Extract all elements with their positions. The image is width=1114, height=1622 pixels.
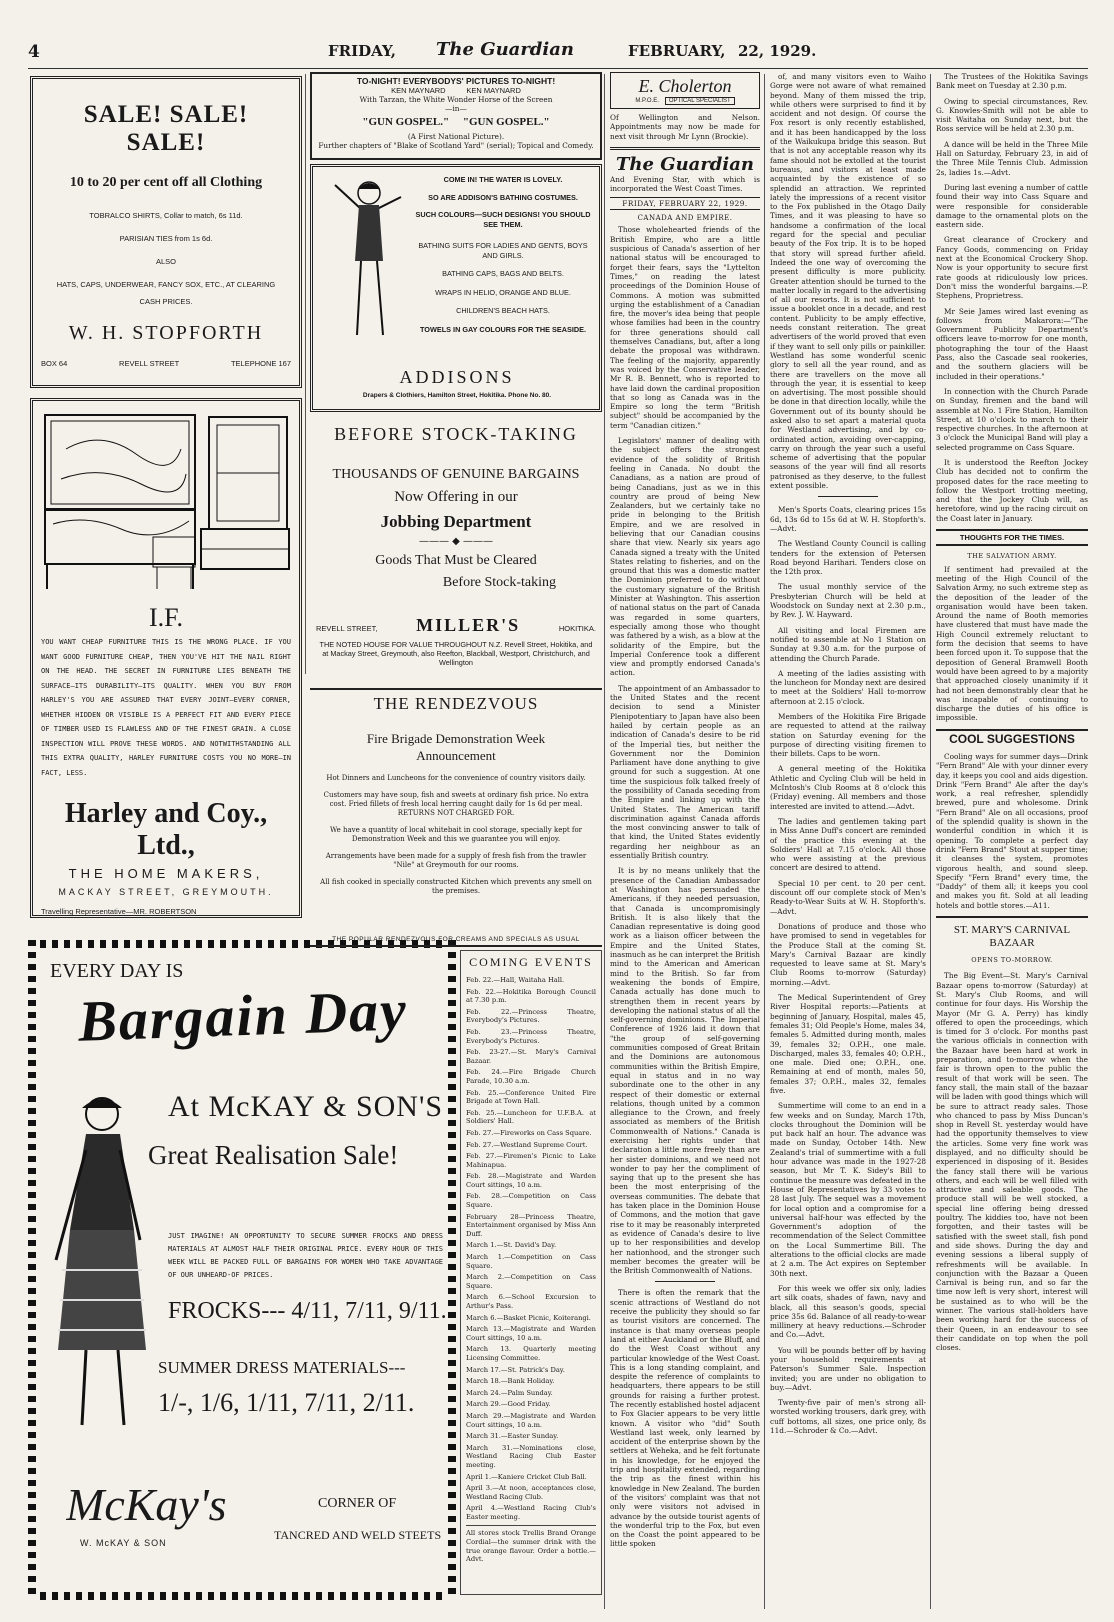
optical-advert	[610, 72, 760, 109]
stopforth-line: TOBRALCO SHIRTS, Collar to match, 6s 11d.	[89, 211, 243, 220]
stopforth-line: PARISIAN TIES from 1s 6d.	[119, 234, 213, 243]
news-paragraph: A general meeting of the Hokitika Athletic and Cycling Club will be held in McIntosh's Club Rooms at 8 o'clock this (Friday) evening. All members and those interested are invited to attend.—Advt.	[770, 764, 926, 811]
coming-event-item: February 28—Princess Theatre, Entertainment organised by Miss Ann Duff.	[466, 1212, 596, 1238]
masthead-month: FEBRUARY,	[628, 42, 726, 60]
coming-event-item: Feb. 24.—Fire Brigade Church Parade, 10.30 a.m.	[466, 1068, 596, 1085]
millers-line2: Now Offering in our	[394, 489, 518, 505]
rendezvous-p2: Customers may have soup, fish and sweets at ordinary fish price. No extra cost. Fried fillets of fresh local herring caught daily for 1s 6d per meal. RETURNS NOT CHARGED FOR.	[323, 791, 589, 817]
divider	[818, 496, 878, 497]
news-paragraph: Mr Seie James wired last evening as follows from Makarora:—"The Government Publicity Department's officers leave to-morrow for one month, photographing the tour of the Haast Pass, also the Cascade seal rookeries, and the southern glaciers will be included in their operations."	[936, 306, 1088, 381]
news-paragraph: A meeting of the ladies assisting with the luncheon for Monday next are desired to meet at the Soldiers' Hall to-morrow afternoon at 2.15 o'clock.	[770, 668, 926, 706]
bathing-figure-illustration	[327, 175, 407, 345]
coming-event-item: March 24.—Palm Sunday.	[466, 1388, 553, 1397]
news-paragraph: The usual monthly service of the Presbyterian Church will be held at Woodstock on Sunday next at 2.30 p.m., by Rev. J. W. Hayward.	[770, 582, 926, 620]
harley-intro: I.F.	[148, 603, 184, 632]
carnival-title: ST. MARY'S CARNIVAL BAZAAR	[953, 924, 1071, 950]
rendezvous-p1: Hot Dinners and Luncheons for the convenience of country visitors daily.	[326, 774, 586, 782]
masthead	[28, 38, 1088, 64]
addisons-footer: Drapers & Clothiers, Hamilton Street, Hokitika. Phone No. 80.	[362, 392, 552, 399]
column-divider	[305, 74, 306, 674]
masthead-rule	[28, 68, 1088, 69]
fashion-figure-illustration	[42, 1090, 152, 1435]
rendezvous-name: THE RENDEZVOUS	[373, 694, 539, 713]
masthead-day: FRIDAY,	[328, 42, 397, 60]
optical-specialist: OPTICAL SPECIALIST	[665, 97, 735, 105]
coming-event-item: March 6.—Basket Picnic, Koiterangi.	[466, 1313, 591, 1322]
mckay-corner-2: TANCRED AND WELD STEETS	[274, 1528, 442, 1542]
column-divider	[604, 74, 605, 1609]
coming-event-item: April 4.—Westland Racing Club's Easter meeting.	[466, 1504, 596, 1521]
coming-event-item: March 13. Quarterly meeting Licensing Committee.	[466, 1345, 596, 1362]
millers-town: HOKITIKA.	[558, 624, 596, 633]
optical-name: E. Cholerton	[638, 76, 732, 96]
pictures-national: (A First National Picture).	[407, 132, 505, 141]
coming-event-item: Feb. 27.—Westland Supreme Court.	[466, 1140, 588, 1149]
editorial-title: CANADA AND EMPIRE.	[637, 214, 733, 223]
divider	[655, 1281, 715, 1282]
editorial-paragraph: Legislators' manner of dealing with the subject offers the strongest evidence of the solidity of British feeling in Canada. No doubt the Canadians, as a nation are proud of being Canadians, just as we in this country are proud of being New Zealanders, but we certainly take no pride in belonging to the British Empire, and we are resolved in believing that our Canadian cousins share that view. Nearly six years ago Canada signed a treaty with the United States relating to fisheries, and on the ground that this was a domestic matter the Dominion preferred to do without the customary signature of the British Minister at Washington. This assertion of national status on the part of Canada was regarded in some quarters, especially among those who thought was fathered by a wish, as a blow at the solidarity of the Empire, but the Imperial Conference took a different view and promptly endorsed Canada's action.	[610, 436, 760, 678]
addisons-line: COME IN! THE WATER IS LOVELY.	[443, 175, 563, 184]
pictures-top: TO-NIGHT! EVERYBODYS' PICTURES TO-NIGHT!	[356, 76, 556, 86]
editorial-paragraph: It is by no means unlikely that the presence of the Canadian Ambassador at Washington has persuaded the Americans, if they needed persuasion, that Canada is uncompromisingly British. It is also likely that the Canadian representative is doing good work as a liaison officer between the Empire and the United States, inasmuch as he can interpret the British mind to the American and American mind to the British. So far from weakening the bonds of Empire, Canada actually has done much to strengthen them in recent years by developing the national status of all the self-governing dominions. The Imperial Conference of 1926 laid it down that "the group of self-governing communities composed of Great Britain and the Dominions are autonomous communities within the British Empire, equal in status and in no way subordinate one to the other in any respect of their domestic or external relations, though united by a common allegiance to the Crown, and freely associated as members of the British Commonwealth of Nations." Canada is exercising her rights under that declaration a little more freely than are her sister dominions, and we need not wonder to pay her the compliment of saying that up to the present she has been the most enterprising of the overseas communities. The debate that has taken place in the Dominion House of Commons, and the motion that gave rise to it may be reasonably interpreted as evidence of Canada's desire to live up to her responsibilities and develop her nationhood, and the stronger such member becomes the greater will be the British Commonwealth of Nations.	[610, 866, 760, 1276]
coming-event-item: March 18.—Bank Holiday.	[466, 1377, 555, 1386]
addisons-line: WRAPS IN HELIO, ORANGE AND BLUE.	[435, 287, 571, 297]
stopforth-subhead: 10 to 20 per cent off all Clothing	[69, 175, 263, 190]
trellis-notice: All stores stock Trellis Brand Orange Cordial—the summer drink with the true orange flavour. Order a bottle.—Advt.	[466, 1525, 596, 1563]
mckay-at: At McKAY & SON'S	[168, 1090, 444, 1123]
coming-event-item: Feb. 22.—Hokitika Borough Council at 7.30 p.m.	[466, 987, 596, 1005]
stopforth-street: REVELL STREET	[119, 359, 180, 368]
coming-event-item: March 17.—St. Patrick's Day.	[466, 1365, 565, 1374]
coming-event-item: April 3.—At noon, acceptances close, Westland Racing Club.	[466, 1484, 596, 1501]
column-divider	[930, 74, 931, 1609]
coming-event-item: March 29.—Magistrate and Warden Court sittings, 10 a.m.	[466, 1411, 596, 1429]
rendezvous-advert	[310, 688, 602, 938]
page-number: 4	[28, 42, 40, 62]
mckay-frocks: FROCKS--- 4/11, 7/11, 9/11.	[168, 1298, 447, 1324]
coming-event-item: Feb. 23.—Princess Theatre, Everybody's Pictures.	[466, 1027, 596, 1045]
news-paragraph: The Medical Superintendent of Grey River Hospital reports:—Patients at beginning of January, Hospital, males 45, females 31; Old People's Home, males 34, females 5. Admitted during month, males 39, females 32; O.P.H., one male. Discharged, males 33, females 40; O.P.H., one male. Died one; O.P.H., one. Remaining at end of month, males 50, females 37; O.P.H., males 32, females five.	[770, 993, 926, 1095]
coming-event-item: Feb. 23-27.—St. Mary's Carnival Bazaar.	[466, 1048, 596, 1065]
column-divider	[764, 74, 765, 1609]
news-paragraph: It is understood the Reefton Jockey Club has decided not to confirm the proposed dates for the race meeting to follow the Westport trotting meeting, and that the Jockey Club will, as heretofore, wind up the racing circuit on the Coast later in January.	[936, 457, 1088, 523]
harley-tagline: THE HOME MAKERS,	[68, 866, 264, 881]
rendezvous-footer: THE POPULAR RENDEZVOUS FOR CREAMS AND SPECIALS AS USUAL	[310, 936, 602, 947]
coming-event-item: March 6.—School Excursion to Arthur's Pass.	[466, 1293, 596, 1310]
news-paragraph: For this week we offer six only, ladies art silk coats, shades of fawn, navy and black, all this season's goods, special price 35s 6d. Balance of all ready-to-wear millinery at heavy reductions.—Schroder and Co.—Advt.	[770, 1283, 926, 1340]
news-paragraph: During last evening a number of cattle found their way into Cass Square and were responsible for considerable damage to the ornamental plots on the eastern side.	[936, 182, 1088, 230]
stopforth-telephone: TELEPHONE 167	[230, 359, 291, 368]
news-paragraph: The Big Event—St. Mary's Carnival Bazaar opens to-morrow (Saturday) at St. Mary's Club Rooms, and will continue for four days. His Worship the Mayor (Mr G. A. Perry) has kindly offered to open the proceedings, which is timed for 3 o'clock. For months past the various officials in connection with the Bazaar have been hard at work in preparation, and to-morrow when the fair is thrown open to the public the result of that work will be seen. The fancy stall, the main stall of the bazaar will be laden with good things which will be sure to attract ready sales. Those who chanced to pass by Miss Duncan's shop in Revell St. yesterday would have had the opportunity themselves to view the articles. Some very fine work was displayed, and no difficulty should be experienced in disposing of it. Besides the fancy stall there will be various others, and each will be well filled with attractive and saleable goods. The produce stall will be well stocked, a special line offering being dressed poultry. The kiddies too, have not been forgotten, and their tastes will be satisfied with the sweet stall, fish pond and side shows. During the day and evening sessions a liberal supply of refreshments will be available. In conjunction with the Bazaar a Queen Carnival is being run, and so far the time now left is very short, interest will be sustained as to who will be the winner. The various stall-holders have been working hard for the success of their Queen, in an endeavour to see their candidate on top when the poll closes.	[936, 971, 1088, 1353]
addisons-line: BATHING SUITS FOR LADIES AND GENTS, BOYS AND GIRLS.	[418, 241, 588, 260]
border-pattern	[28, 940, 36, 1600]
ornament-divider: ——— ◆ ———	[418, 536, 494, 547]
news-paragraph: Donations of produce and those who have promised to send in vegetables for the Produce Stall at the coming St. Mary's Carnival Bazaar are kindly requested to leave same at St. Mary's Club Rooms to-morrow (Saturday) morning.—Advt.	[770, 921, 926, 987]
addisons-line: SO ARE ADDISON'S BATHING COSTUMES.	[428, 192, 578, 202]
millers-street: REVELL STREET,	[316, 624, 378, 633]
news-paragraph: The ladies and gentlemen taking part in Miss Anne Duff's concert are reminded of the practice this evening at the Soldiers' Hall at 7.15 o'clock. All those who were assisting at the previous concert are desired to attend.	[770, 816, 926, 873]
news-paragraph: Twenty-five pair of men's strong all-worsted working trousers, dark grey, with cuff bottoms, all sizes, one price only, 8s 11d.—Schroder & Co.—Advt.	[770, 1398, 926, 1436]
masthead-paper-name: The Guardian	[436, 39, 574, 60]
masthead-date: 22, 1929.	[738, 42, 817, 60]
coming-event-item: Feb. 22.—Princess Theatre, Everybody's Pictures.	[466, 1007, 596, 1025]
addisons-text	[413, 175, 593, 334]
mckay-sale: Great Realisation Sale!	[148, 1140, 399, 1170]
mckay-bargain-day: Bargain Day	[77, 977, 409, 1054]
coming-event-item: April 1.—Kaniere Cricket Club Ball.	[466, 1472, 587, 1481]
news-paragraph: If sentiment had prevailed at the meeting of the High Council of the Salvation Army, no such extreme step as the deposition of the leader of the organisation would have been taken. Around the name of Booth memories have clustered that must have made the High Council extremely reluctant to form the decision that seems to have been forced upon it. To suppose that the deposition of General Bramwell Booth would have been agreed to by a majority that approached closely unanimity if it had not been demonstrably clear that he was incapable of continuing to discharge the duties of his office is impossible.	[936, 564, 1088, 723]
editorial-column	[610, 72, 760, 1602]
divider	[936, 729, 1088, 731]
coming-event-item: Feb. 22.—Hall, Waitaha Hall.	[466, 976, 565, 984]
harley-address: MACKAY STREET, GREYMOUTH.	[58, 887, 274, 897]
mckay-prices: 1/-, 1/6, 1/11, 7/11, 2/11.	[158, 1388, 415, 1417]
news-paragraph: Special 10 per cent. to 20 per cent. discount off our complete stock of Men's Ready-to-Wear Suits at W. H. Stopforth's.—Advt.	[770, 878, 926, 916]
stopforth-name: W. H. STOPFORTH	[68, 322, 264, 344]
divider	[610, 147, 760, 150]
addisons-advert	[310, 164, 602, 412]
coming-event-item: March 13.—Magistrate and Warden Court sittings, 10 a.m.	[466, 1325, 596, 1342]
coming-event-item: Feb. 27.—Firemen's Picnic to Lake Mahinapua.	[466, 1152, 596, 1169]
rendezvous-headline: Fire Brigade Demonstration Week Announcement	[366, 731, 546, 763]
harley-advert	[30, 398, 302, 918]
stopforth-box: BOX 64	[41, 359, 68, 368]
stopforth-headline: SALE! SALE! SALE!	[83, 101, 249, 156]
stopforth-advert	[30, 76, 302, 388]
news-paragraph: Summertime will come to an end in a few weeks and on Sunday, March 17th, clocks throughout the Dominion will be put back half an hour. The advance was made on Sunday, October 14th. New Zealand's trial of summertime with a full hour advance was made in the 1927-28 season, but Mr T. K. Sidey's Bill to continue the measure was defeated in the House of Representatives by 33 votes to 28 last July. The sequel was a movement for local option and a compromise for a universal half-hour was effected by the Government's adoption of the recommendation of the Select Committee on the Local Summertime Bill. The alterations to the official clocks are made at 2 a.m. The Act expires on September 30th next.	[770, 1101, 926, 1278]
mckay-logo-sub: W. McKAY & SON	[80, 1538, 167, 1548]
millers-line3: Jobbing Department	[380, 512, 532, 531]
harley-name: Harley and Coy., Ltd.,	[64, 798, 268, 861]
coming-event-item: Feb. 27.—Fireworks on Cass Square.	[466, 1128, 592, 1137]
coming-event-item: Feb. 25.—Luncheon for U.F.B.A. at Soldiers' Hall.	[466, 1108, 596, 1126]
furniture-illustration	[41, 409, 293, 599]
news-paragraph: Men's Sports Coats, clearing prices 15s 6d, 13s 6d to 15s 6d at W. H. Stopforth's.—Advt.	[770, 505, 926, 533]
news-paragraph: The Trustees of the Hokitika Savings Bank meet on Tuesday at 2.30 p.m.	[936, 72, 1088, 91]
border-pattern	[28, 1592, 456, 1600]
editorial-sub: And Evening Star, with which is incorporated the West Coast Times.	[610, 174, 760, 194]
news-paragraph: The Westland County Council is calling tenders for the extension of Petersen Road beyond Harihari. Tenders close on the 12th prox.	[770, 539, 926, 577]
pictures-further: Further chapters of "Blake of Scotland Yard" (serial); Topical and Comedy.	[318, 141, 594, 150]
mckay-materials: SUMMER DRESS MATERIALS---	[158, 1358, 406, 1377]
pictures-in: —in—	[445, 104, 467, 113]
news-paragraph: All visiting and local Firemen are notified to assemble at No 1 Station on Sunday at 9.30 a.m. for the purpose of attending the Church Parade.	[770, 625, 926, 663]
news-paragraph: Members of the Hokitika Fire Brigade are requested to attend at the railway station on Saturday evening for the purpose of directing visiting firemen to their billets. Caps to be worn.	[770, 712, 926, 759]
millers-line4: Goods That Must be Cleared	[375, 553, 537, 568]
rendezvous-p3: We have a quantity of local whitebait in cool storage, specially kept for Demonstration Week and this we guarantee you will enjoy.	[329, 826, 583, 843]
pictures-advert	[310, 72, 602, 160]
millers-line1: THOUSANDS OF GENUINE BARGAINS	[332, 467, 580, 482]
millers-advert	[310, 418, 602, 680]
news-paragraph: of, and many visitors even to Waiho Gorge were not aware of what remained beyond. Many of them missed the trip, while others were surprised to find it by accident and not design. Of course the Fox resort is only recently established, and it has been handicapped by the loss of the Waikukupa bridge this season. But that is not any acceptable reason why its fame should not be extolled at the tourist bureaus, and visitors at least made acquainted by the existence of so splendid an attraction. We reprinted lately the impressions of a recent visitor to the Fox published in the Otago Daily Times, and it was pleasing to have so handsome a confirmation of the local regard for the special and peculiar beauty of the Fox trip. It is to be hoped that story will spread further afield. Indeed the one way of overcoming the present difficulty is more publicity. Greater attention should be turned to the matter locally in regard to the advertising of all our resorts. It is not sufficient to issue a booklet once in a decade, and rest content. Publicity to be amply effective, needs constant reiteration. The great advertisers of the world proved that even if they want to sell only pills or painkiller. Westland has some wonderful scenic glory to sell all the year round, and as there are travellers on the move all through the year, it is essential to keep on advertising. The most possible should be done in that direction locally, while the Government out of its bounty should be asked also to set apart a material quota for Westland advertising, and by co-ordinated action, avoiding over-capping, carry on through the year such a useful scheme of advertising that the popular seasons of the year will find all resorts patronised as they deserve, to the fullest extent possible.	[770, 72, 926, 491]
coming-event-item: March 31.—Easter Sunday.	[466, 1432, 559, 1441]
harley-body: YOU WANT CHEAP FURNITURE THIS IS THE WRONG PLACE. IF YOU WANT GOOD FURNITURE CHEAP, THEN YOU'VE HIT THE NAIL RIGHT ON THE HEAD. THE SECRET IN FURNITURE LIES BENEATH THE SURFACE—ITS DURABILITY—ITS QUALITY. WHEN YOU BUY FROM HARLEY'S YOU ARE ASSURED THAT EVERY JOINT—EVERY CORNER, WHETHER HIDDEN OR VISIBLE IS A PERFECT FIT AND EVERY PIECE OF TIMBER USED IS FLAWLESS AND OF THE FINEST GRAIN. A CLOSE INSPECTION WILL PROVE THESE WORDS. AND NOTWITHSTANDING ALL THIS EXTRA QUALITY, HARLEY FURNITURE COSTS YOU NO MORE—IN FACT, LESS.	[41, 638, 291, 777]
thoughts-title: THOUGHTS FOR THE TIMES.	[936, 529, 1088, 546]
coming-event-item: March 1.—St. David's Day.	[466, 1241, 557, 1250]
mckay-advert	[28, 940, 456, 1600]
stopforth-line: CASH PRICES.	[139, 297, 193, 306]
harley-rep: Travelling Representative—MR. ROBERTSON	[41, 907, 197, 916]
optical-mark: M.P.O.E.	[635, 98, 659, 104]
divider	[936, 916, 1088, 918]
addisons-line: BATHING CAPS, BAGS AND BELTS.	[442, 269, 564, 278]
addisons-line: TOWELS IN GAY COLOURS FOR THE SEASIDE.	[419, 324, 587, 334]
news-column-5	[770, 72, 926, 1602]
addisons-line: CHILDREN'S BEACH HATS.	[456, 306, 550, 315]
coming-event-item: March 31.—Nominations close, Westland Racing Club Easter meeting.	[466, 1443, 596, 1469]
coming-events-title: COMING EVENTS	[469, 955, 593, 969]
pictures-with: With Tarzan, the White Wonder Horse of the Screen	[359, 95, 553, 104]
addisons-line: SUCH COLOURS—SUCH DESIGNS! YOU SHOULD SEE THEM.	[415, 210, 591, 229]
news-column-6	[936, 72, 1088, 1602]
mckay-corner-1: CORNER OF	[318, 1496, 397, 1511]
rendezvous-p4: Arrangements have been made for a supply of fresh fish from the trawler "Nile" at Greymouth for our rooms.	[325, 852, 587, 869]
stopforth-line: HATS, CAPS, UNDERWEAR, FANCY SOX, ETC., AT CLEARING	[56, 280, 276, 289]
millers-footer: THE NOTED HOUSE FOR VALUE THROUGHOUT N.Z. Revell Street, Hokitika, and at Mackay Street, Greymouth, also Reefton, Blackball, Westport, Christchurch, and Wellington	[319, 640, 593, 667]
army-title: THE SALVATION ARMY.	[967, 552, 1057, 561]
editorial-paragraph: Those wholehearted friends of the British Empire, who are a little suspicious of Canada's assertion of her national status will be encouraged to forget their fears, says the "Lyttelton Times," on reading the latest proceedings of the Dominion House of Commons. A motion was submitted urging the establishment of a Canadian fire, the mover's idea being that people whose families had been in the country for three generations should call themselves Canadians, but, after a long debate the proposal was withdrawn. The feeling of the majority, apparently was voiced by the Conservative leader, Mr R. B. Bennett, who is reported to have laid down the cardinal proposition that so long as Canada was in the Empire so long the term "British subject" should be accompanied by the term "Canadian citizen."	[610, 225, 760, 430]
editorial-paragraph: The appointment of an Ambassador to the United States and the recent decision to send a Minister Plenipotentiary to Japan have also been hailed by certain people as an indication of Canada's desire to be rid of the Imperial ties, but neither the Government nor the Dominion Parliament have done anything to give ground for such a suggestion. At one time the suspicious folk talked freely of the possibility of Canada seceding from the Empire and linking up with the United States. The American tariff discrimination against Canada affords the most convincing answer to talk of that kind, the United States evidently regarding her neighbour as an essentially British country.	[610, 683, 760, 861]
news-paragraph: Owing to special circumstances, Rev. G. Knowles-Smith will not be able to visit Waitaha on Sunday next, but the Ross service will be held at 2.30 p.m.	[936, 96, 1088, 134]
carnival-sub: OPENS TO-MORROW.	[971, 956, 1053, 965]
news-paragraph: In connection with the Church Parade on Sunday, firemen and the band will assemble at No. 1 Fire Station, Hamilton Street, at 10 o'clock to march to their respective churches. In the afternoon at 3 o'clock the Municipal Band will play a selected programme on Cass Square.	[936, 386, 1088, 452]
coming-event-item: Feb. 28.—Magistrate and Warden Court sittings, 10 a.m.	[466, 1172, 596, 1189]
news-paragraph: A dance will be held in the Three Mile Hall on Saturday, February 23, in aid of the Three Mile Tennis Club. Admission 2s, ladies 1s.—Advt.	[936, 139, 1088, 177]
millers-headline: BEFORE STOCK-TAKING	[334, 424, 578, 444]
news-paragraph: Great clearance of Crockery and Fancy Goods, commencing on Friday next at the Economical Crockery Shop. Now is your opportunity to secure first rate goods at ridiculously low prices. Don't miss the wonderful bargains.—P. Stephens, Proprietress.	[936, 235, 1088, 301]
coming-events-list	[466, 976, 596, 1521]
stopforth-line: ALSO	[155, 257, 176, 266]
coming-event-item: Feb. 28.—Competition on Cass Square.	[466, 1192, 596, 1210]
coming-event-item: March 29.—Good Friday.	[466, 1400, 551, 1409]
pictures-names: KEN MAYNARD KEN MAYNARD	[391, 86, 521, 95]
coming-events	[460, 950, 602, 1595]
news-paragraph: Cooling ways for summer days—Drink "Fern Brand" Ale with your dinner every day, it keeps you cool and aids digestion. Drink "Fern Brand" Ale after the day's work, a real refresher, splendidly brewed, pure and wholesome. Drink "Fern Brand" Ale on all occasions, proof of the splendid quality is shown in the wonderful condition in which it is opening. To complete a perfect day drink "Fern Brand" Stout at supper time; it cleanses the system, promotes vigorous health, and sound sleep. Specify "Fern Brand" every time, the "Daddy" of them all; it keeps you cool and makes you fit. Sold at all leading hotels and bottle stores.—A11.	[936, 752, 1088, 910]
editorial-dateline: FRIDAY, FEBRUARY 22, 1929.	[610, 197, 760, 210]
millers-name: MILLER'S	[416, 615, 521, 635]
mckay-body: JUST IMAGINE! AN OPPORTUNITY TO SECURE SUMMER FROCKS AND DRESS MATERIALS AT ALMOST HALF THEIR ORIGINAL PRICE. EVERY HOUR OF THIS WEEK WILL BE PACKED FULL OF BARGAINS FOR WOMEN WHO TAKE ADVANTAGE OF OUR UNHEARD-OF PRICES.	[168, 1232, 443, 1279]
mckay-logo: McKay's	[66, 1479, 227, 1530]
cool-title: COOL SUGGESTIONS	[949, 731, 1075, 746]
news-paragraph: You will be pounds better off by having your household requirements at Paterson's Summer Sale. Inspection invited; you are under no obligation to buy.—Advt.	[770, 1345, 926, 1392]
border-pattern	[448, 940, 456, 1600]
mckay-every-day: EVERY DAY IS	[50, 960, 184, 982]
millers-line5: Before Stock-taking	[442, 575, 556, 590]
pictures-title: "GUN GOSPEL." "GUN GOSPEL."	[362, 116, 550, 128]
rendezvous-p5: All fish cooked in specially constructed Kitchen which prevents any smell on the premises.	[320, 878, 592, 895]
coming-event-item: Feb. 25.—Conference United Fire Brigade at Town Hall.	[466, 1088, 596, 1106]
coming-event-item: March 2.—Competition on Cass Square.	[466, 1273, 596, 1290]
editorial-paragraph: There is often the remark that the scenic attractions of Westland do not receive the publicity they should so far as tourist visitors are concerned. The instance is that many overseas people land at either Auckland or the Bluff, and do the West Coast without any particular knowledge of the West Coast. This is a long standing complaint, and despite the reference of complaints to headquarters, there appears to be still grounds for raising a further protest. The recently established hostel adjacent to Fox Glacier appears to be very little known. A visitor who "did" South Westland last week, only learned by accident of the enterprise shown by the settlers at Weheka, and he felt fortunate in his knowledge, for he enjoyed the trip and hospitality extended, regarding the trip as the finest within his knowledge in New Zealand. The burden of the visitors' complaint was that not only were visitors not advised in advance by the outside tourist agents of the wonderful trip to the Fox, but even on the Coast the point appeared to be little spoken	[610, 1288, 760, 1549]
optical-body: Of Wellington and Nelson. Appointments may now be made for next visit through Mr Lynn (Brockie).	[610, 113, 760, 141]
coming-event-item: March 1.—Competition on Cass Square.	[466, 1253, 596, 1270]
addisons-name: ADDISONS	[399, 367, 515, 387]
editorial-paper-name: The Guardian	[616, 153, 754, 175]
